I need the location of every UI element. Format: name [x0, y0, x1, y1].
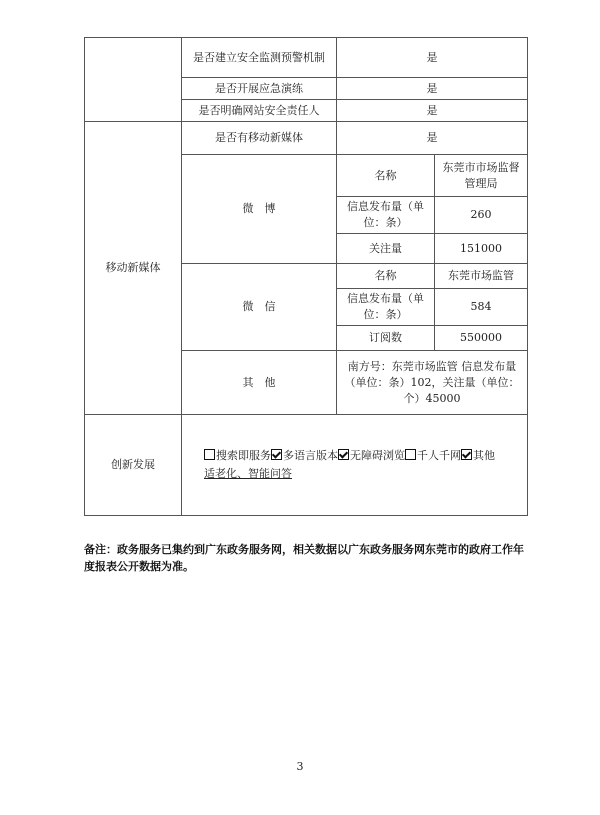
weibo-name-label: 名称 — [337, 155, 435, 197]
wechat-subscribers-value: 550000 — [435, 326, 528, 351]
option-multilingual[interactable]: 多语言版本 — [271, 449, 338, 462]
weibo-followers-value: 151000 — [435, 234, 528, 264]
wechat-subscribers-label: 订阅数 — [337, 326, 435, 351]
innovation-label: 创新发展 — [85, 415, 182, 516]
weibo-posts-label: 信息发布量（单位：条） — [337, 197, 435, 234]
security-monitoring-label: 是否建立安全监测预警机制 — [182, 38, 337, 78]
unchecked-checkbox-icon[interactable] — [405, 449, 416, 460]
responsible-person-value: 是 — [337, 100, 528, 122]
responsible-person-label: 是否明确网站安全责任人 — [182, 100, 337, 122]
has-mobile-media-value: 是 — [337, 122, 528, 155]
has-mobile-media-label: 是否有移动新媒体 — [182, 122, 337, 155]
option-other[interactable]: 其他 — [461, 449, 495, 462]
option-personalized[interactable]: 千人千网 — [405, 449, 461, 462]
wechat-name-label: 名称 — [337, 264, 435, 289]
wechat-posts-label: 信息发布量（单位：条） — [337, 289, 435, 326]
weibo-name-value: 东莞市市场监督管理局 — [435, 155, 528, 197]
option-search-as-service[interactable]: 搜索即服务 — [204, 449, 271, 462]
other-label: 其 他 — [182, 351, 337, 415]
section-cell-empty — [85, 38, 182, 122]
innovation-options — [182, 415, 528, 516]
checked-checkbox-icon[interactable] — [271, 449, 282, 460]
weibo-posts-value: 260 — [435, 197, 528, 234]
page-number: 3 — [296, 760, 304, 773]
mobile-media-section: 移动新媒体 — [85, 122, 182, 415]
innovation-other-text: 适老化、智能问答 — [204, 467, 292, 480]
emergency-drill-value: 是 — [337, 78, 528, 100]
unchecked-checkbox-icon[interactable] — [204, 449, 215, 460]
weibo-label: 微 博 — [182, 155, 337, 264]
footnote: 备注：政务服务已集约到广东政务服务网，相关数据以广东政务服务网东莞市的政府工作年度报表公开数据为准。 — [84, 543, 524, 573]
wechat-label: 微 信 — [182, 264, 337, 351]
wechat-name-value: 东莞市场监管 — [435, 264, 528, 289]
weibo-followers-label: 关注量 — [337, 234, 435, 264]
report-table — [84, 37, 528, 516]
other-value: 南方号：东莞市场监管 信息发布量（单位：条）102，关注量（单位：个）45000 — [337, 351, 528, 415]
wechat-posts-value: 584 — [435, 289, 528, 326]
emergency-drill-label: 是否开展应急演练 — [182, 78, 337, 100]
option-accessibility[interactable]: 无障碍浏览 — [338, 449, 405, 462]
checked-checkbox-icon[interactable] — [338, 449, 349, 460]
checked-checkbox-icon[interactable] — [461, 449, 472, 460]
security-monitoring-value: 是 — [337, 38, 528, 78]
